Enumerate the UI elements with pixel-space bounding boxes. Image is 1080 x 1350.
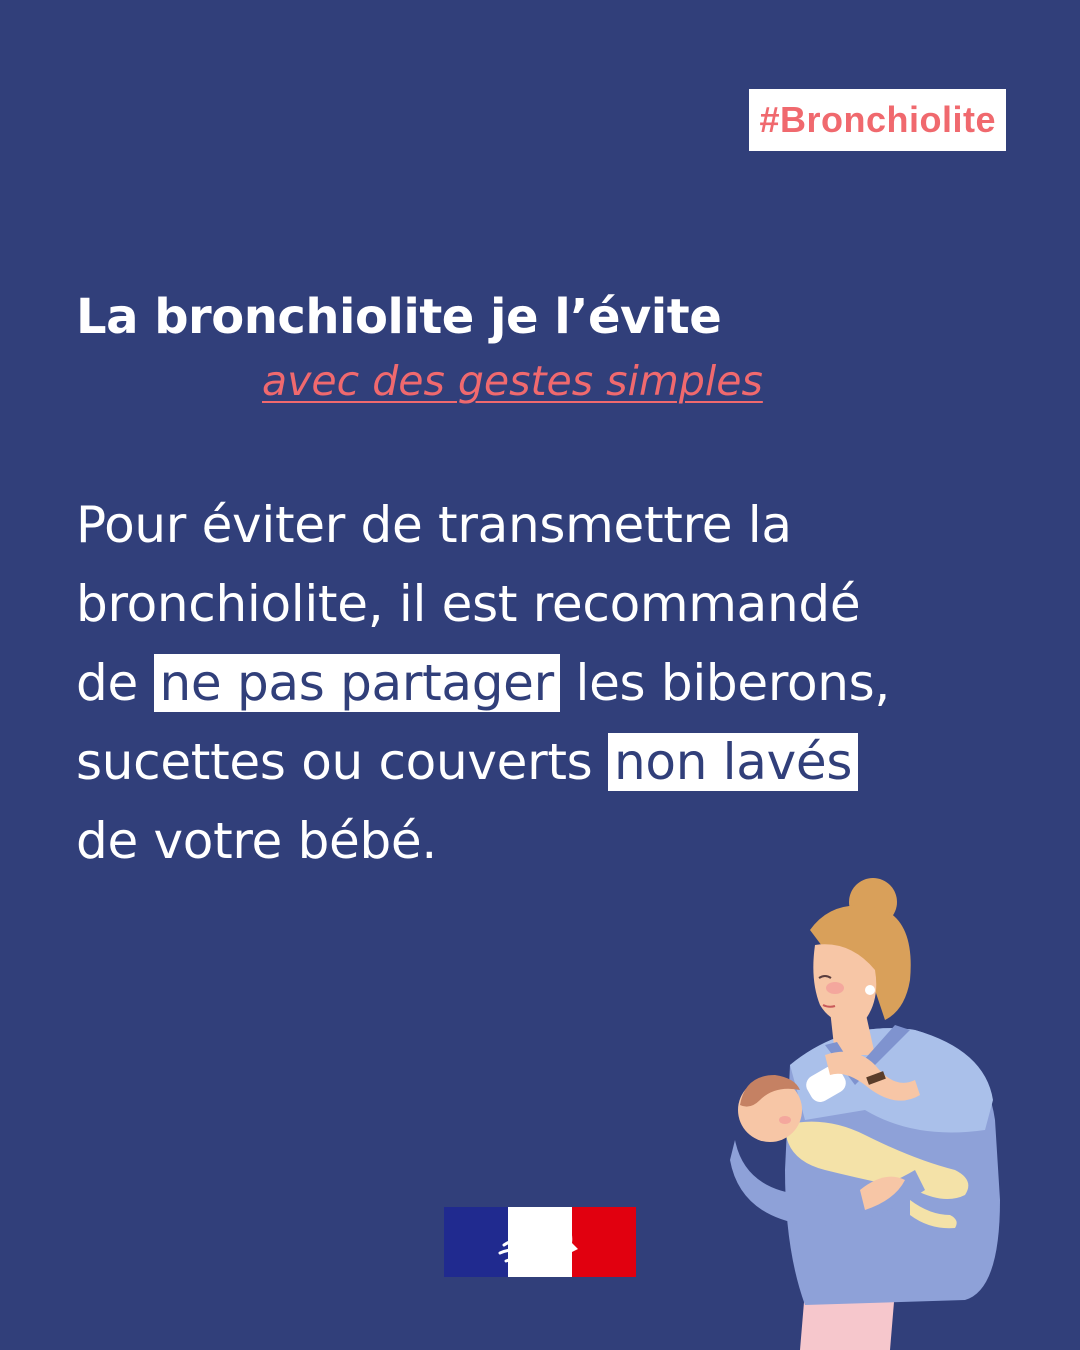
hashtag-badge: #Bronchiolite <box>749 89 1006 151</box>
mother-feeding-baby-illustration <box>715 870 1015 1350</box>
body-text-fragment: les biberons, <box>559 654 891 712</box>
republique-francaise-logo <box>444 1207 636 1277</box>
page-subtitle: avec des gestes simples <box>262 357 763 405</box>
highlight-non-laves: non lavés <box>608 733 858 791</box>
page-title: La bronchiolite je l’évite <box>76 289 722 345</box>
body-text-fragment: sucettes ou couverts <box>76 733 609 791</box>
highlight-ne-pas-partager: ne pas partager <box>154 654 560 712</box>
body-line: bronchiolite, il est recommandé <box>76 575 861 633</box>
body-line <box>76 644 1036 723</box>
body-line <box>76 723 1036 802</box>
body-text <box>76 486 1036 881</box>
body-line: Pour éviter de transmettre la <box>76 496 792 554</box>
body-text-fragment: de <box>76 654 154 712</box>
body-line: de votre bébé. <box>76 812 437 870</box>
